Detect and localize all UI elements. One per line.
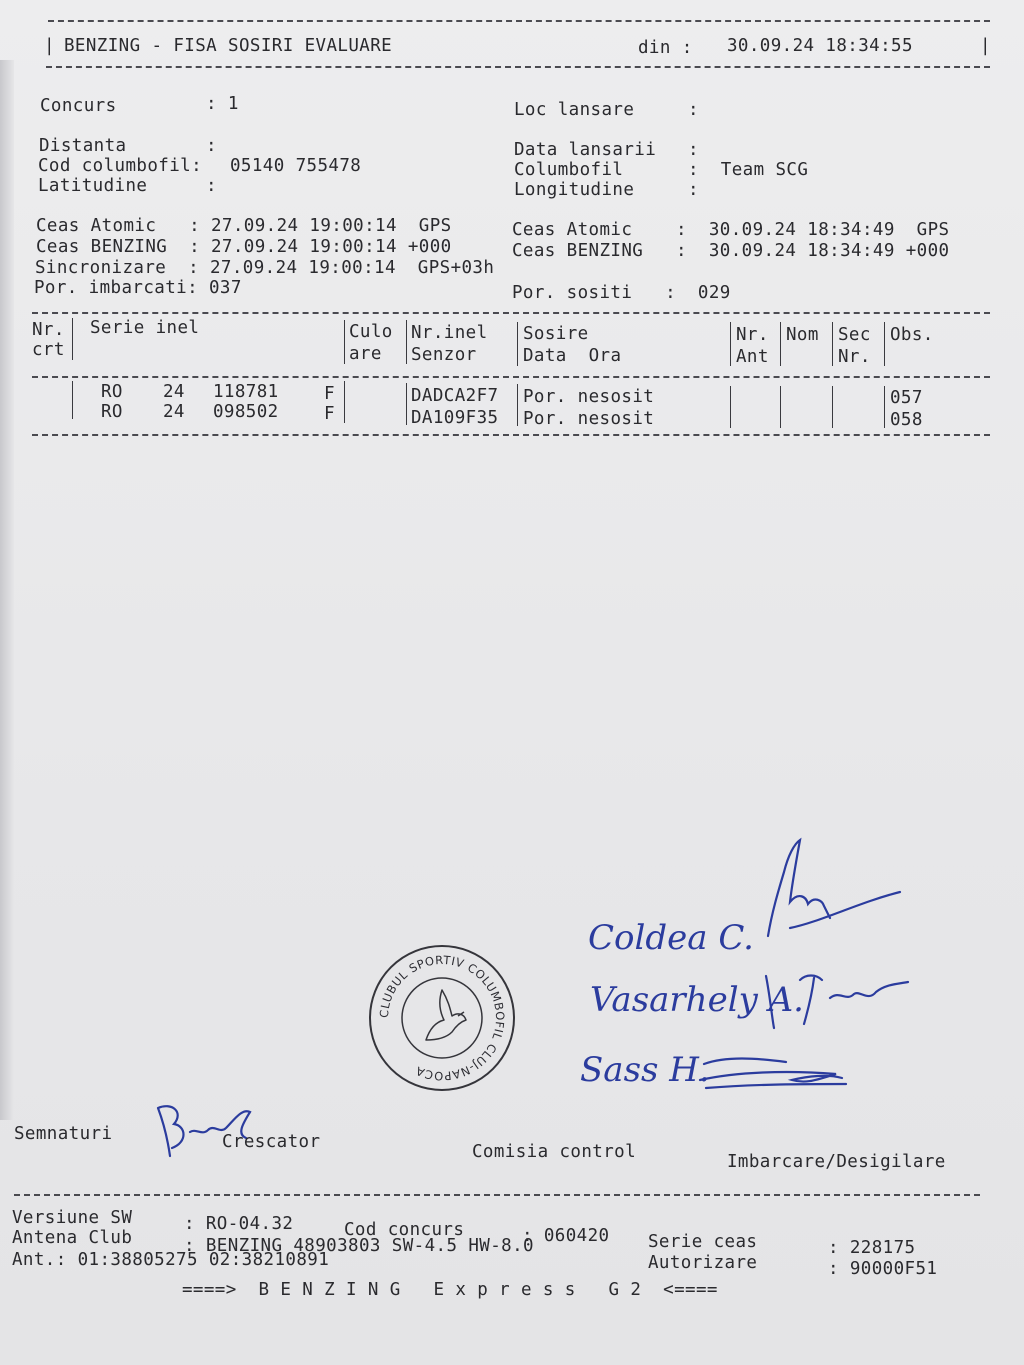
column-separator [780, 322, 781, 366]
latitudine-label: Latitudine [38, 176, 148, 196]
benzing-express-banner: ====> B E N Z I N G E x p r e s s G 2 <==== [182, 1280, 718, 1300]
antenna-ids: Ant.: 01:38805275 02:38210891 [12, 1250, 330, 1270]
divider [32, 434, 990, 436]
signature-scribble [750, 832, 930, 942]
row-country: RO [101, 402, 123, 422]
column-separator [730, 386, 731, 428]
header-pipe-right: | [980, 36, 991, 56]
col-sosire: Sosire [523, 324, 589, 344]
report-datetime: 30.09.24 18:34:55 [727, 36, 913, 56]
col-serie-inel: Serie inel [90, 318, 200, 338]
cod-columbofil-label: Cod columbofil: [38, 156, 203, 176]
row-year: 24 [163, 402, 185, 422]
semnaturi-label: Semnaturi [14, 1124, 113, 1144]
signature-scribble [150, 1098, 260, 1162]
row-status: Por. nesosit [523, 387, 655, 407]
col-senzor: Senzor [411, 345, 477, 365]
ceas-atomic-current: Ceas Atomic : 30.09.24 18:34:49 GPS [512, 220, 950, 240]
row-obs: 058 [890, 410, 923, 430]
dove-icon [426, 990, 466, 1040]
signature-scribble [760, 962, 920, 1032]
columbofil-value: : Team SCG [688, 160, 809, 180]
row-sensor: DADCA2F7 [411, 386, 499, 406]
column-separator [344, 381, 345, 423]
por-imbarcati: Por. imbarcati: 037 [34, 278, 242, 298]
row-status: Por. nesosit [523, 409, 655, 429]
handwritten-name: Sass H. [580, 1050, 710, 1090]
handwritten-name: Vasarhely A. [590, 980, 804, 1020]
row-sex: F [324, 404, 335, 424]
loc-lansare-value: : [688, 100, 699, 120]
cod-columbofil-value: 05140 755478 [230, 156, 362, 176]
column-separator [884, 386, 885, 428]
autorizare-label: Autorizare [648, 1253, 758, 1273]
column-separator [72, 381, 73, 419]
row-country: RO [101, 382, 123, 402]
column-separator [517, 384, 518, 426]
svg-text:CLUBUL SPORTIV COLUMBOFIL CLUJ: CLUBUL SPORTIV COLUMBOFIL CLUJ-NAPOCA [376, 952, 508, 1084]
longitudine-label: Longitudine [514, 180, 635, 200]
imbarcare-desigilare-label: Imbarcare/Desigilare [727, 1152, 946, 1172]
col-data-ora: Data Ora [523, 346, 622, 366]
header-pipe-left: | [44, 36, 55, 56]
antena-club-value: : BENZING 48903803 SW-4.5 HW-8.0 [184, 1236, 534, 1256]
column-separator [344, 320, 345, 364]
ceas-benzing-release: Ceas BENZING : 27.09.24 19:00:14 +000 [36, 237, 452, 257]
longitudine-value: : [688, 180, 699, 200]
serie-ceas-value: : 228175 [828, 1238, 916, 1258]
col-nr: Nr. [32, 320, 65, 340]
column-separator [406, 383, 407, 425]
distanta-label: Distanta [39, 136, 127, 156]
divider [32, 312, 990, 314]
cod-concurs-label: Cod concurs [344, 1220, 465, 1240]
col-nr-ant-2: Ant [736, 347, 769, 367]
concurs-label: Concurs [40, 96, 117, 116]
column-separator [406, 320, 407, 364]
col-nr-inel: Nr.inel [411, 323, 488, 343]
row-sensor: DA109F35 [411, 408, 499, 428]
antena-club-label: Antena Club [12, 1228, 133, 1248]
sincronizare: Sincronizare : 27.09.24 19:00:14 GPS+03h [35, 258, 495, 278]
row-sex: F [324, 384, 335, 404]
crescator-label: Crescator [222, 1132, 321, 1152]
signature-scribble [696, 1050, 856, 1094]
handwritten-name: Coldea C. [588, 918, 754, 958]
column-separator [832, 322, 833, 366]
din-label: din : [638, 38, 693, 58]
divider [32, 376, 990, 378]
col-obs: Obs. [890, 325, 934, 345]
paper-edge [0, 60, 14, 1120]
col-sec-nr: Nr. [838, 347, 871, 367]
report-title: BENZING - FISA SOSIRI EVALUARE [64, 36, 393, 56]
column-separator [884, 322, 885, 366]
latitudine-value: : [206, 176, 217, 196]
col-crt: crt [32, 340, 65, 360]
col-culoare-1: Culo [349, 322, 393, 342]
concurs-value: : 1 [206, 94, 239, 114]
col-culoare-2: are [349, 344, 382, 364]
por-sositi: Por. sositi : 029 [512, 283, 731, 303]
divider [14, 1194, 980, 1196]
column-separator [517, 322, 518, 366]
col-nr-ant-1: Nr. [736, 325, 769, 345]
autorizare-value: : 90000F51 [828, 1259, 938, 1279]
columbofil-label: Columbofil [514, 160, 624, 180]
serie-ceas-label: Serie ceas [648, 1232, 758, 1252]
row-ring: 118781 [213, 382, 279, 402]
data-lansarii-value: : [688, 140, 699, 160]
cod-concurs-value: : 060420 [522, 1226, 610, 1246]
row-ring: 098502 [213, 402, 279, 422]
ceas-benzing-current: Ceas BENZING : 30.09.24 18:34:49 +000 [512, 241, 950, 261]
row-year: 24 [163, 382, 185, 402]
column-separator [72, 318, 73, 360]
column-separator [730, 322, 731, 366]
row-obs: 057 [890, 388, 923, 408]
column-separator [832, 386, 833, 428]
comisia-control-label: Comisia control [472, 1142, 637, 1162]
versiune-sw-value: : RO-04.32 [184, 1214, 294, 1234]
col-nom: Nom [786, 325, 819, 345]
divider [48, 20, 990, 22]
versiune-sw-label: Versiune SW [12, 1208, 133, 1228]
divider [46, 66, 990, 68]
data-lansarii-label: Data lansarii [514, 140, 657, 160]
col-sec: Sec [838, 325, 871, 345]
ceas-atomic-release: Ceas Atomic : 27.09.24 19:00:14 GPS [36, 216, 452, 236]
club-stamp [366, 942, 518, 1094]
column-separator [780, 386, 781, 428]
loc-lansare-label: Loc lansare [514, 100, 635, 120]
distanta-value: : [206, 136, 217, 156]
